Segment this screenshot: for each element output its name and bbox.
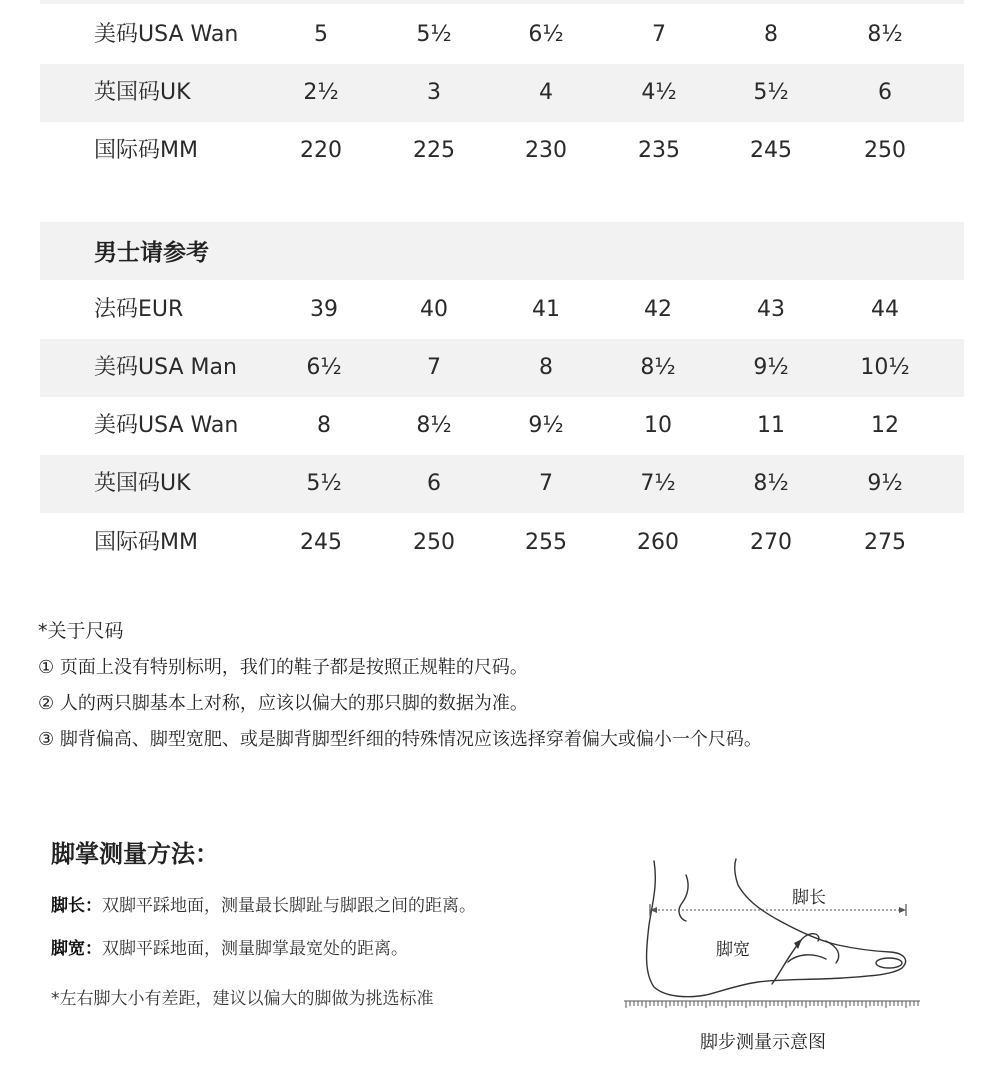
size-cell: 235 (638, 138, 680, 163)
men-section-title: 男士请参考 (94, 240, 209, 266)
size-cell: 12 (871, 413, 899, 438)
size-cell: 220 (300, 138, 342, 163)
row-label: 美码USA Wan (94, 22, 239, 47)
size-cell: 8 (539, 355, 553, 380)
size-notes (38, 616, 762, 758)
note-item: ① 页面上没有特别标明，我们的鞋子都是按照正规鞋的尺码。 (38, 657, 528, 678)
table-row-men-usa-man (40, 339, 964, 397)
size-cell: 270 (750, 530, 792, 555)
size-cell: 41 (532, 297, 560, 322)
size-cell: 7½ (640, 471, 676, 496)
size-cell: 250 (413, 530, 455, 555)
length-measure-line (650, 904, 906, 916)
table-row-men-mm (40, 514, 964, 572)
table-row-men-usa-wan (40, 397, 964, 455)
width-diagram-label: 脚宽 (716, 940, 750, 959)
note-item: ② 人的两只脚基本上对称，应该以偏大的那只脚的数据为准。 (38, 693, 528, 714)
size-cell: 10½ (860, 355, 910, 380)
row-label: 英国码UK (94, 471, 191, 496)
size-cell: 8½ (753, 471, 789, 496)
size-cell: 255 (525, 530, 567, 555)
size-cell: 8½ (867, 22, 903, 47)
size-cell: 7 (539, 471, 553, 496)
size-cell: 9½ (753, 355, 789, 380)
size-cell: 4½ (641, 80, 677, 105)
table-row-women-usa-wan (40, 6, 964, 64)
size-cell: 9½ (528, 413, 564, 438)
row-label: 英国码UK (94, 80, 191, 105)
measure-title: 脚掌测量方法： (51, 840, 219, 868)
table-row-men-uk (40, 455, 964, 513)
size-cell: 6½ (306, 355, 342, 380)
foot-width-instruction (51, 934, 408, 959)
size-cell: 39 (310, 297, 338, 322)
size-cell: 9½ (867, 471, 903, 496)
size-cell: 6 (427, 471, 441, 496)
size-cell: 245 (750, 138, 792, 163)
foot-length-text: 双脚平踩地面，测量最长脚趾与脚跟之间的距离。 (102, 896, 476, 916)
size-cell: 42 (644, 297, 672, 322)
size-cell: 250 (864, 138, 906, 163)
ruler (624, 1001, 920, 1008)
table-row-men-eur (40, 281, 964, 339)
size-cell: 7 (652, 22, 666, 47)
size-cell: 8½ (416, 413, 452, 438)
size-cell: 3 (427, 80, 441, 105)
size-cell: 4 (539, 80, 553, 105)
measure-tip: *左右脚大小有差距，建议以偏大的脚做为挑选标准 (51, 989, 434, 1009)
row-label: 美码USA Man (94, 355, 237, 380)
size-cell: 8 (317, 413, 331, 438)
foot-outline (647, 859, 906, 997)
table-row-women-uk (40, 64, 964, 122)
size-cell: 260 (637, 530, 679, 555)
foot-length-instruction (51, 891, 476, 916)
size-cell: 5½ (753, 80, 789, 105)
size-cell: 8½ (640, 355, 676, 380)
length-diagram-label: 脚长 (792, 888, 826, 907)
men-section-header (40, 222, 964, 280)
size-cell: 40 (420, 297, 448, 322)
size-cell: 230 (525, 138, 567, 163)
foot-width-text: 双脚平踩地面，测量脚掌最宽处的距离。 (102, 939, 408, 959)
foot-measurement-diagram (620, 855, 925, 1020)
size-cell: 6½ (528, 22, 564, 47)
size-cell: 11 (757, 413, 785, 438)
size-cell: 5½ (416, 22, 452, 47)
size-cell: 5 (314, 22, 328, 47)
row-label: 美码USA Wan (94, 413, 239, 438)
size-cell: 245 (300, 530, 342, 555)
size-cell: 7 (427, 355, 441, 380)
size-cell: 44 (871, 297, 899, 322)
diagram-caption: 脚步测量示意图 (700, 1032, 826, 1053)
size-cell: 8 (764, 22, 778, 47)
size-cell: 275 (864, 530, 906, 555)
row-label: 法码EUR (94, 297, 184, 322)
size-cell: 5½ (306, 471, 342, 496)
size-cell: 10 (644, 413, 672, 438)
notes-title: *关于尺码 (38, 620, 124, 642)
foot-width-label: 脚宽： (51, 939, 102, 959)
table-row-women-mm (40, 122, 964, 180)
size-cell: 43 (757, 297, 785, 322)
row-label: 国际码MM (94, 138, 198, 163)
size-cell: 2½ (303, 80, 339, 105)
size-cell: 6 (878, 80, 892, 105)
foot-length-label: 脚长： (51, 896, 102, 916)
table-top-divider (40, 0, 964, 4)
size-cell: 225 (413, 138, 455, 163)
row-label: 国际码MM (94, 530, 198, 555)
note-item: ③ 脚背偏高、脚型宽肥、或是脚背脚型纤细的特殊情况应该选择穿着偏大或偏小一个尺码。 (38, 729, 762, 750)
